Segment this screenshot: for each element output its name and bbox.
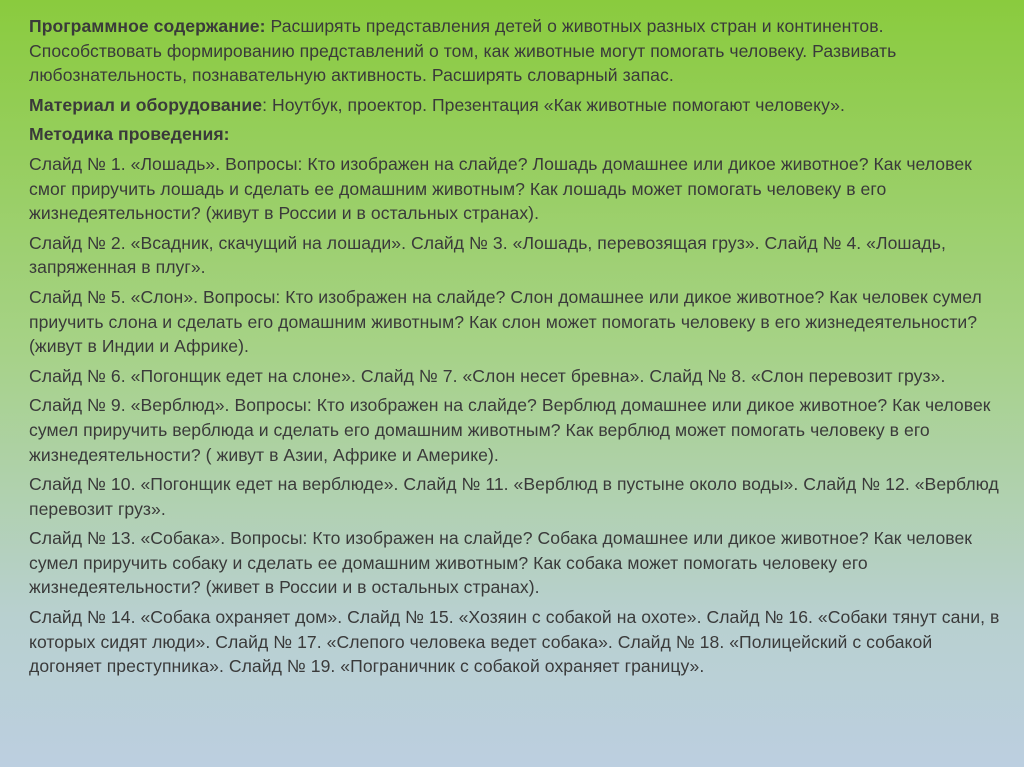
slide-paragraph-2: Слайд № 2. «Всадник, скачущий на лошади». Слайд № 3. «Лошадь, перевозящая груз». Слайд № 4. «Лошадь, запряженная в плуг». (29, 232, 946, 278)
slide-paragraph-8: Слайд № 14. «Собака охраняет дом». Слайд № 15. «Хозяин с собакой на охоте». Слайд № 16. «Собаки тянут сани, в которых сидят люди». Слайд № 17. «Слепого человека ведет собака». Слайд № 18. «Полицейский с собакой догоняет преступника». Слайд № 19. «Пограничник с собакой охраняет границу». (29, 607, 1000, 677)
slide-paragraph-1: Слайд № 1. «Лошадь». Вопросы: Кто изображен на слайде? Лошадь домашнее или дикое животное? Как человек смог приручить лошадь и сделать ее домашним животным? Как лошадь может помогать человеку в его жизнедеятельности? (живут в России и в остальных странах). (29, 153, 972, 224)
program-label: Программное содержание: (29, 16, 266, 36)
program-paragraph (29, 14, 1004, 88)
slide-paragraph-5: Слайд № 9. «Верблюд». Вопросы: Кто изображен на слайде? Верблюд домашнее или дикое животное? Как человек сумел приручить верблюда и сделать его домашним животным? Как верблюд может помогать человеку в его жизнедеятельности? ( живут в Азии, Африке и Америке). (29, 395, 991, 465)
slide-paragraph-3: Слайд № 5. «Слон». Вопросы: Кто изображен на слайде? Слон домашнее или дикое животное? Как человек сумел приучить слона и сделать его домашним животным? Как слон может помогать человеку в его жизнедеятельности? (живут в Индии и Африке). (29, 286, 982, 357)
material-text: : Ноутбук, проектор. Презентация «Как животные помогают человеку». (262, 94, 845, 115)
slide-content (29, 14, 1004, 684)
material-label: Материал и оборудование (29, 94, 263, 115)
slide-paragraph-7: Слайд № 13. «Собака». Вопросы: Кто изображен на слайде? Собака домашнее или дикое животное? Как человек сумел приручить собаку и сделать ее домашним животным? Как собака может помогать человеку его жизнедеятельности? (живет в России и в остальных странах). (29, 528, 973, 598)
program-text: Расширять представления детей о животных разных стран и континентов. Способствовать формированию представлений о том, как животные могут помогать человеку. Развивать любознательность, познавательную активность. Расширять словарный запас. (29, 16, 897, 86)
material-paragraph (29, 93, 1004, 118)
slide-paragraph-4: Слайд № 6. «Погонщик едет на слоне». Слайд № 7. «Слон несет бревна». Слайд № 8. «Слон перевозит груз». (29, 365, 946, 386)
method-heading: Методика проведения: (29, 124, 230, 145)
slide-paragraph-6: Слайд № 10. «Погонщик едет на верблюде». Слайд № 11. «Верблюд в пустыне около воды». Слайд № 12. «Верблюд перевозит груз». (29, 474, 999, 519)
